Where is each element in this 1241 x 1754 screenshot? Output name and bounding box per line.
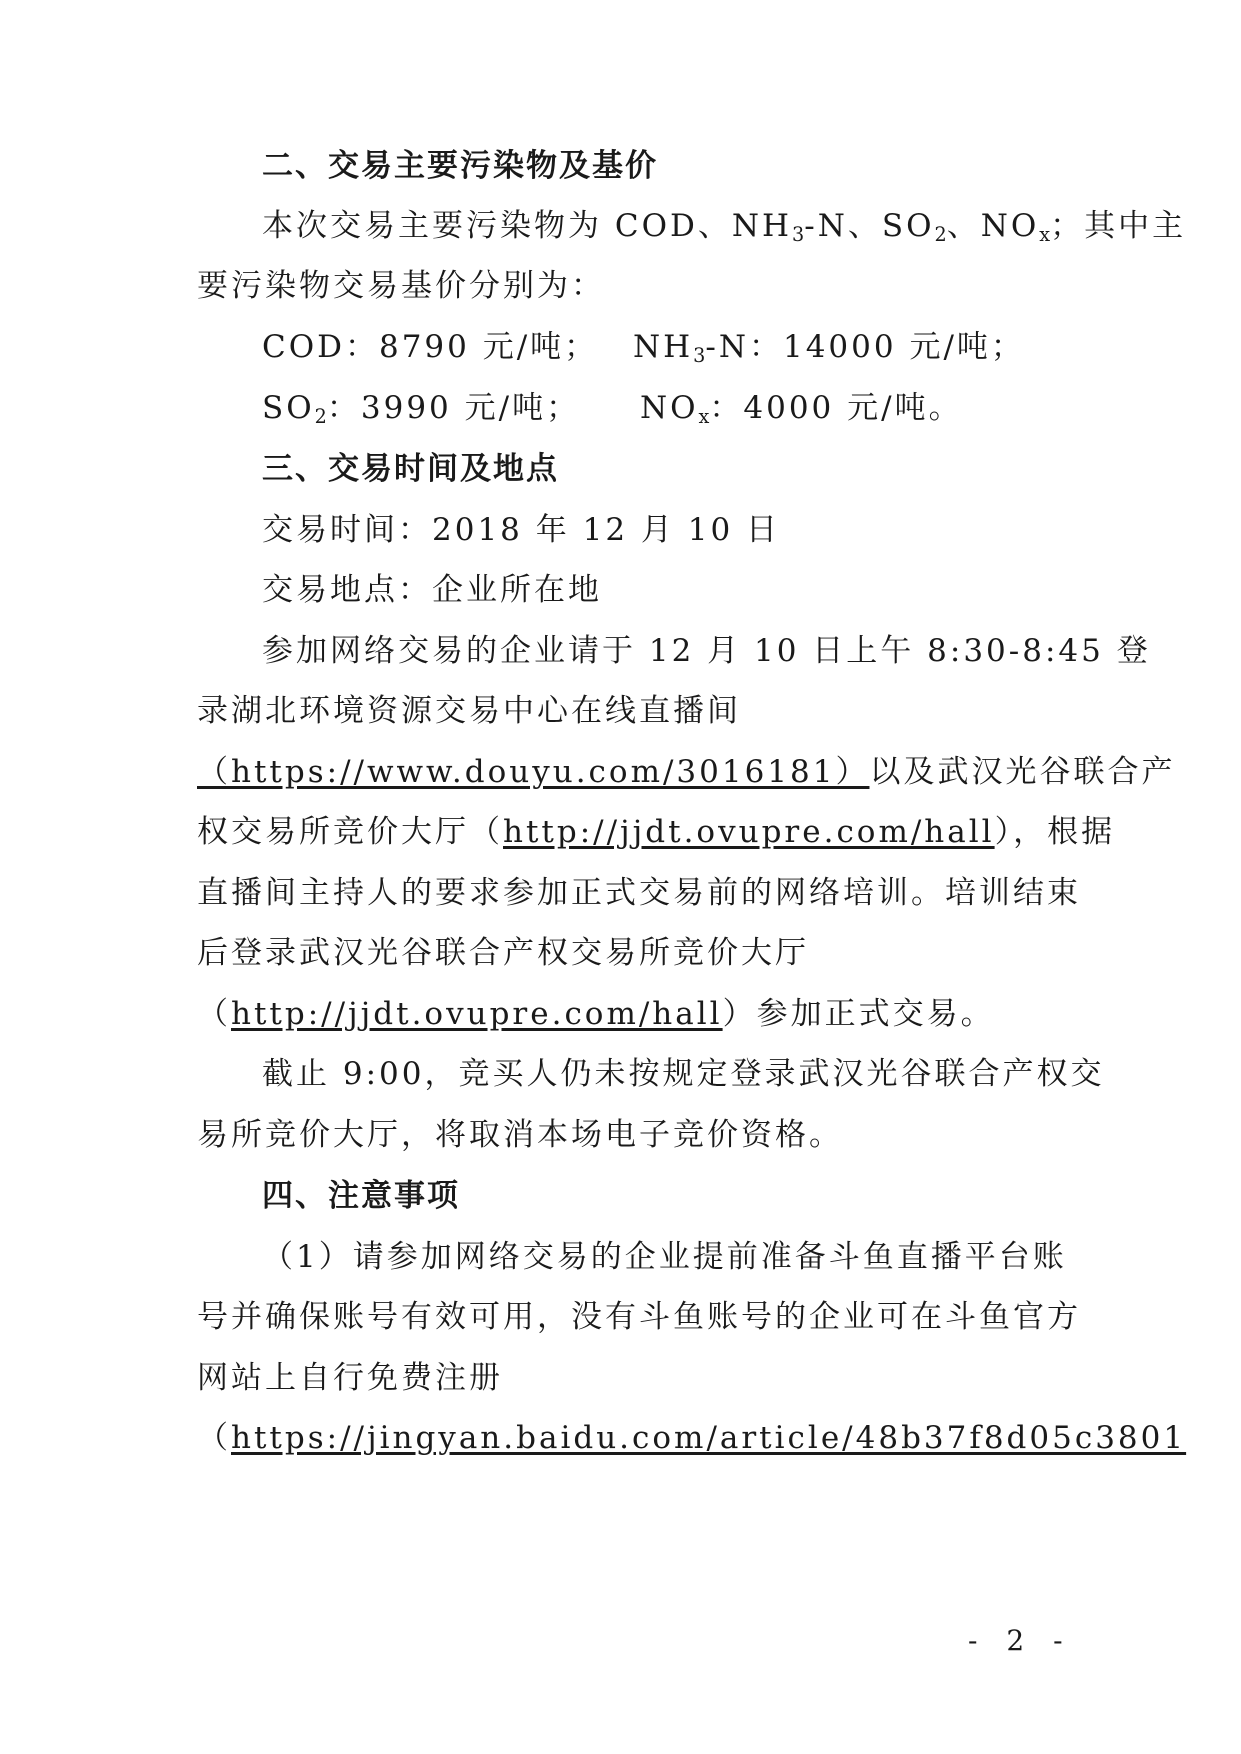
baidu-jingyan-link[interactable]: https://jingyan.baidu.com/article/48b37f8d05c3801 [231, 1420, 1187, 1456]
price-nox: $NO_x$：4000 元/吨。 [640, 390, 963, 428]
section-3-heading: 三、交易时间及地点 [262, 451, 559, 487]
item-1-line-4: （https://jingyan.baidu.com/article/48b37f8d05c3801 [197, 1420, 1187, 1456]
section-2-intro-line-1: 本次交易主要污染物为 COD、$NH_3-N$、$SO_2$、$NO_x$；其中主 [262, 208, 1187, 246]
price-cod: COD：8790 元/吨； [262, 329, 599, 365]
paragraph-1-line-3: （https://www.douyu.com/3016181）以及武汉光谷联合产 [197, 754, 1176, 790]
douyu-link[interactable]: （https://www.douyu.com/3016181） [197, 754, 870, 790]
bidding-hall-link-2[interactable]: http://jjdt.ovupre.com/hall [231, 996, 723, 1032]
trade-place: 交易地点：企业所在地 [262, 572, 602, 608]
paragraph-1-line-1: 参加网络交易的企业请于 12 月 10 日上午 8:30-8:45 登 [262, 633, 1151, 669]
price-so2: $SO_2$：3990 元/吨； [262, 390, 581, 428]
paragraph-1-line-2: 录湖北环境资源交易中心在线直播间 [197, 693, 741, 729]
trade-time: 交易时间：2018 年 12 月 10 日 [262, 512, 781, 548]
paragraph-1-line-6: 后登录武汉光谷联合产权交易所竞价大厅 [197, 935, 809, 971]
section-4-heading: 四、注意事项 [262, 1178, 460, 1214]
paragraph-1-line-4: 权交易所竞价大厅（http://jjdt.ovupre.com/hall），根据 [197, 814, 1116, 850]
item-1-line-2: 号并确保账号有效可用，没有斗鱼账号的企业可在斗鱼官方 [197, 1299, 1081, 1335]
paragraph-2-line-2: 易所竞价大厅，将取消本场电子竞价资格。 [197, 1117, 843, 1153]
page-number: - 2 - [968, 1624, 1073, 1657]
price-nh3n: $NH_3-N$：14000 元/吨； [633, 329, 1025, 367]
section-2-heading: 二、交易主要污染物及基价 [262, 148, 658, 184]
item-1-line-3: 网站上自行免费注册 [197, 1360, 503, 1396]
paragraph-1-line-5: 直播间主持人的要求参加正式交易前的网络培训。培训结束 [197, 875, 1081, 911]
paragraph-1-line-7: （http://jjdt.ovupre.com/hall）参加正式交易。 [197, 996, 995, 1032]
bidding-hall-link[interactable]: http://jjdt.ovupre.com/hall [503, 814, 995, 850]
paragraph-2-line-1: 截止 9:00，竞买人仍未按规定登录武汉光谷联合产权交 [262, 1056, 1105, 1092]
item-1-line-1: （1）请参加网络交易的企业提前准备斗鱼直播平台账 [262, 1239, 1067, 1275]
section-2-intro-line-2: 要污染物交易基价分别为： [197, 268, 605, 304]
